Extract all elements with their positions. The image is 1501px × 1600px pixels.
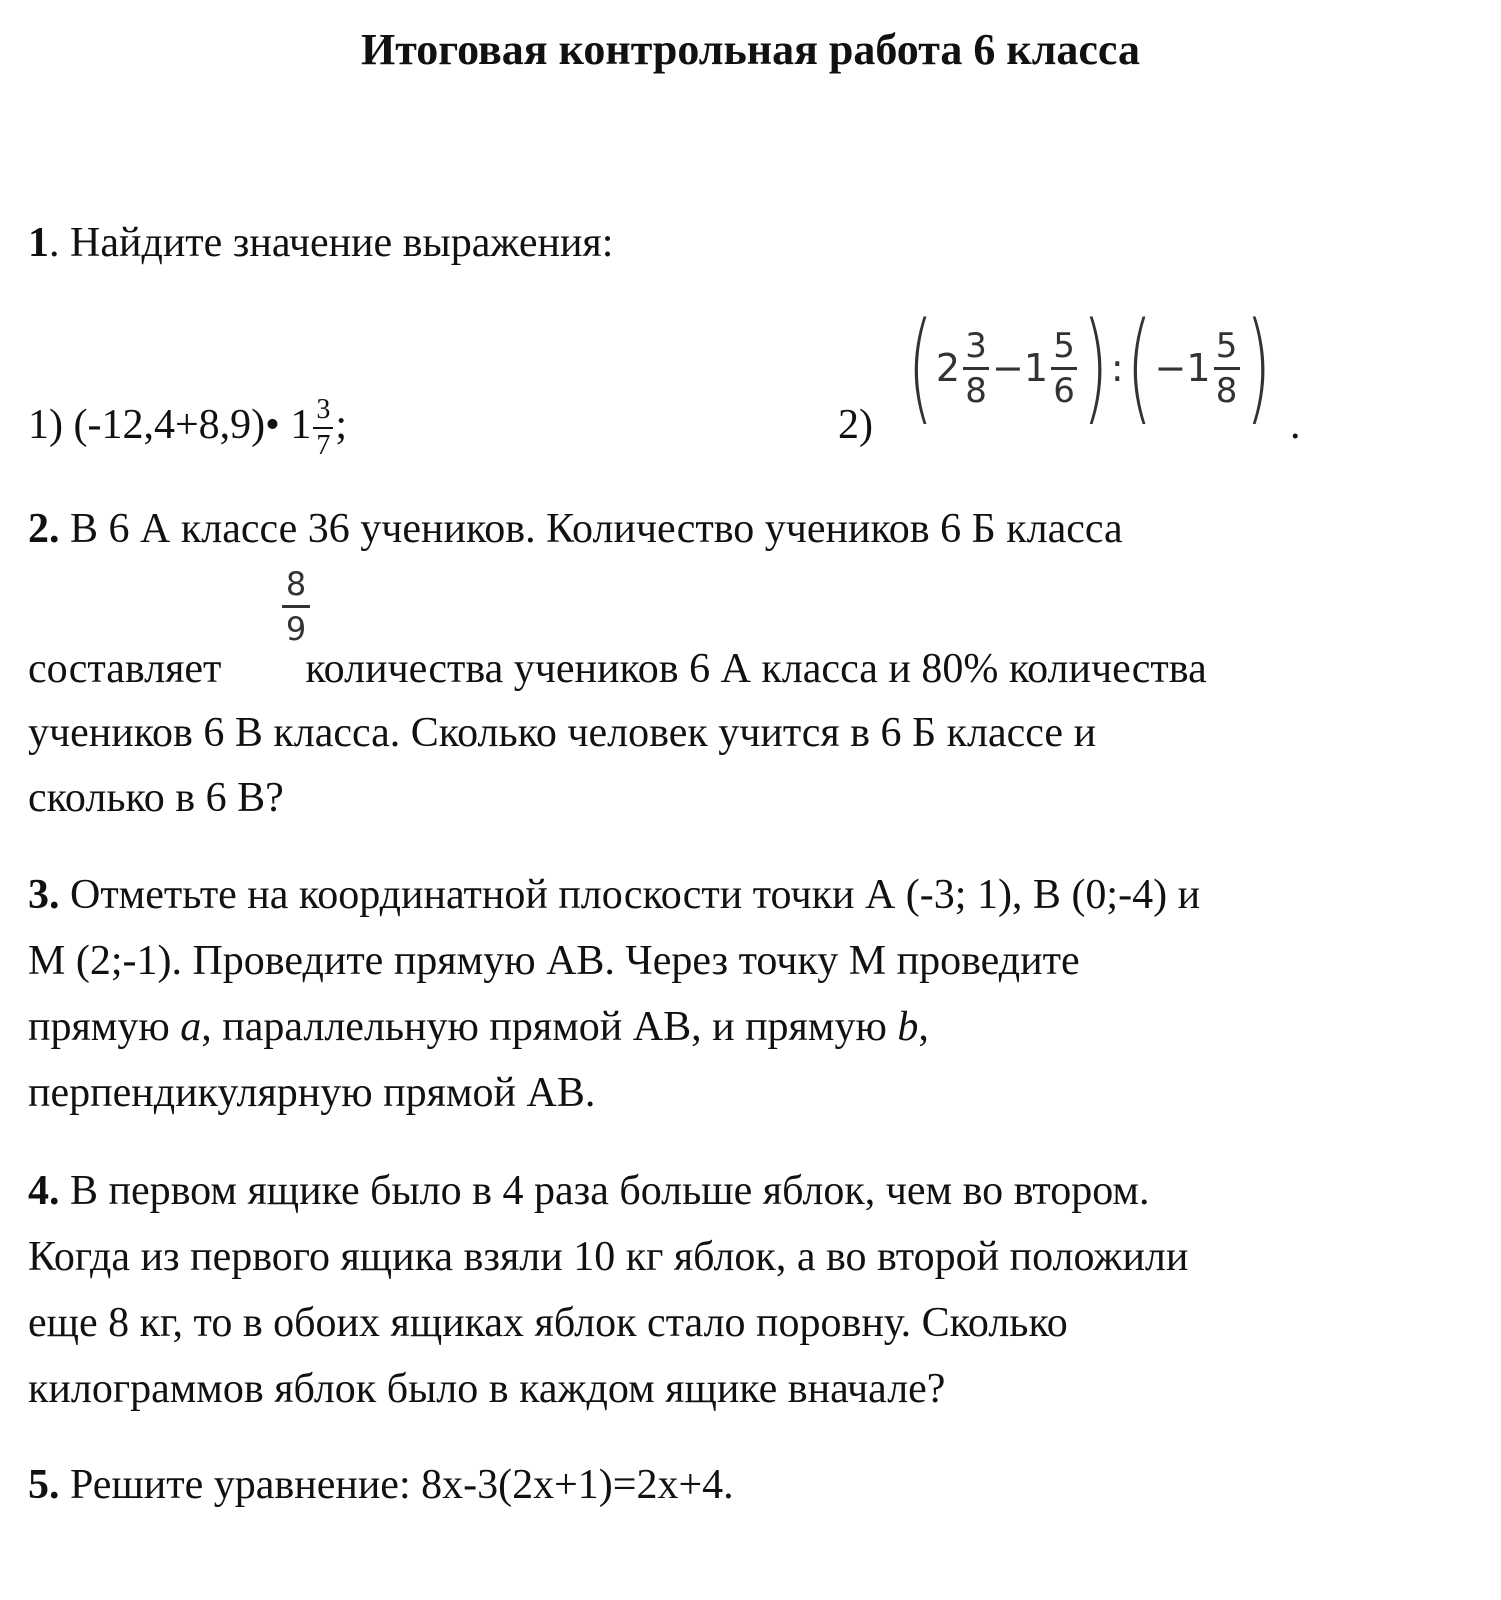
task-3-line-1 [28,862,1478,928]
task-4-number: 4. [28,1168,60,1214]
task-2-line-4: сколько в 6 В? [28,775,284,821]
expression-2-end: . [1290,402,1301,448]
minus-sign: − [992,346,1024,390]
task-2-numerator: 8 [285,565,307,603]
task-5-text: Решите уравнение: 8х-3(2х+1)=2х+4. [59,1462,734,1508]
task-3-number: 3. [28,872,60,918]
task-1-number: 1 [28,220,49,266]
task-5-number: 5. [28,1462,60,1508]
task-4-line-2: Когда из первого ящика взяли 10 кг яблок, а во второй положили [28,1234,1189,1280]
task-2-text: В 6 А классе 36 учеников. Количество учеников 6 Б класса [59,506,1123,552]
division-colon: : [1110,346,1124,390]
task-2-number: 2. [28,506,60,552]
denominator-1: 8 [965,370,987,411]
page-title: Итоговая контрольная работа 6 класса [361,25,1140,74]
task-4-line-3: еще 8 кг, то в обоих ящиках яблок стало поровну. Сколько [28,1300,1068,1346]
task-3-text: , [918,1004,929,1050]
denominator-3: 8 [1215,370,1238,411]
task-4-line-4: килограммов яблок было в каждом ящике вначале? [28,1366,946,1412]
expression-1-suffix: ; [335,402,348,448]
task-3-line-2: М (2;-1). Проведите прямую АВ. Через точку М проведите [28,938,1080,984]
task-2-fraction [282,566,310,647]
task-3-text: Отметьте на координатной плоскости точки А (-3; 1), В (0;-4) и [59,872,1201,918]
fraction-2 [1051,325,1077,411]
left-paren: ( [907,298,934,437]
variable-a: a [180,1004,202,1050]
task-3-text: , параллельную прямой АВ, и прямую [201,1004,898,1050]
task-1-text: . Найдите значение выражения: [49,220,614,266]
left-paren: ( [1126,298,1152,437]
expression-1-numerator: 3 [316,394,331,426]
task-2-line-2 [28,636,1478,702]
fraction-bar [282,605,310,608]
task-5-line [28,1452,1478,1518]
denominator-2: 6 [1053,370,1075,411]
task-1-expression-2 [905,298,1273,437]
right-paren: ) [1082,298,1109,437]
task-3-text: прямую [28,1004,181,1050]
task-2-line-3: учеников 6 В класса. Сколько человек учится в 6 Б классе и [28,710,1097,756]
fraction-1 [963,325,989,411]
fraction-bar [1051,367,1077,370]
right-paren: ) [1245,298,1271,437]
numerator-3: 5 [1215,325,1238,366]
task-2-text: количества учеников 6 А класса и 80% количества [305,646,1207,692]
numerator-2: 5 [1053,325,1075,366]
task-3-line-4: перпендикулярную прямой АВ. [28,1070,596,1116]
mixed-whole-3: 1 [1186,346,1211,390]
task-2-line-1 [28,496,1478,562]
expression-1-prefix: 1) (-12,4+8,9)• 1 [28,402,312,448]
task-2-text: составляет [28,646,222,692]
mixed-whole-2: 1 [1023,346,1049,390]
task-2-denominator: 9 [285,610,307,648]
numerator-1: 3 [965,325,987,366]
fraction-bar [963,367,989,370]
expression-1-fraction [313,395,333,461]
expression-2-label: 2) [838,402,873,448]
task-4-line-1 [28,1158,1478,1224]
variable-b: b [897,1004,919,1050]
task-3-line-3 [28,994,1478,1060]
fraction-3 [1214,325,1240,411]
task-1-heading [28,210,1478,276]
fraction-bar [313,427,333,429]
mixed-whole-1: 2 [935,346,961,390]
task-4-text: В первом ящике было в 4 раза больше яблок, чем во втором. [59,1168,1150,1214]
negative-sign: − [1154,346,1187,390]
fraction-bar [1214,367,1240,370]
expression-1-denominator: 7 [316,430,331,462]
